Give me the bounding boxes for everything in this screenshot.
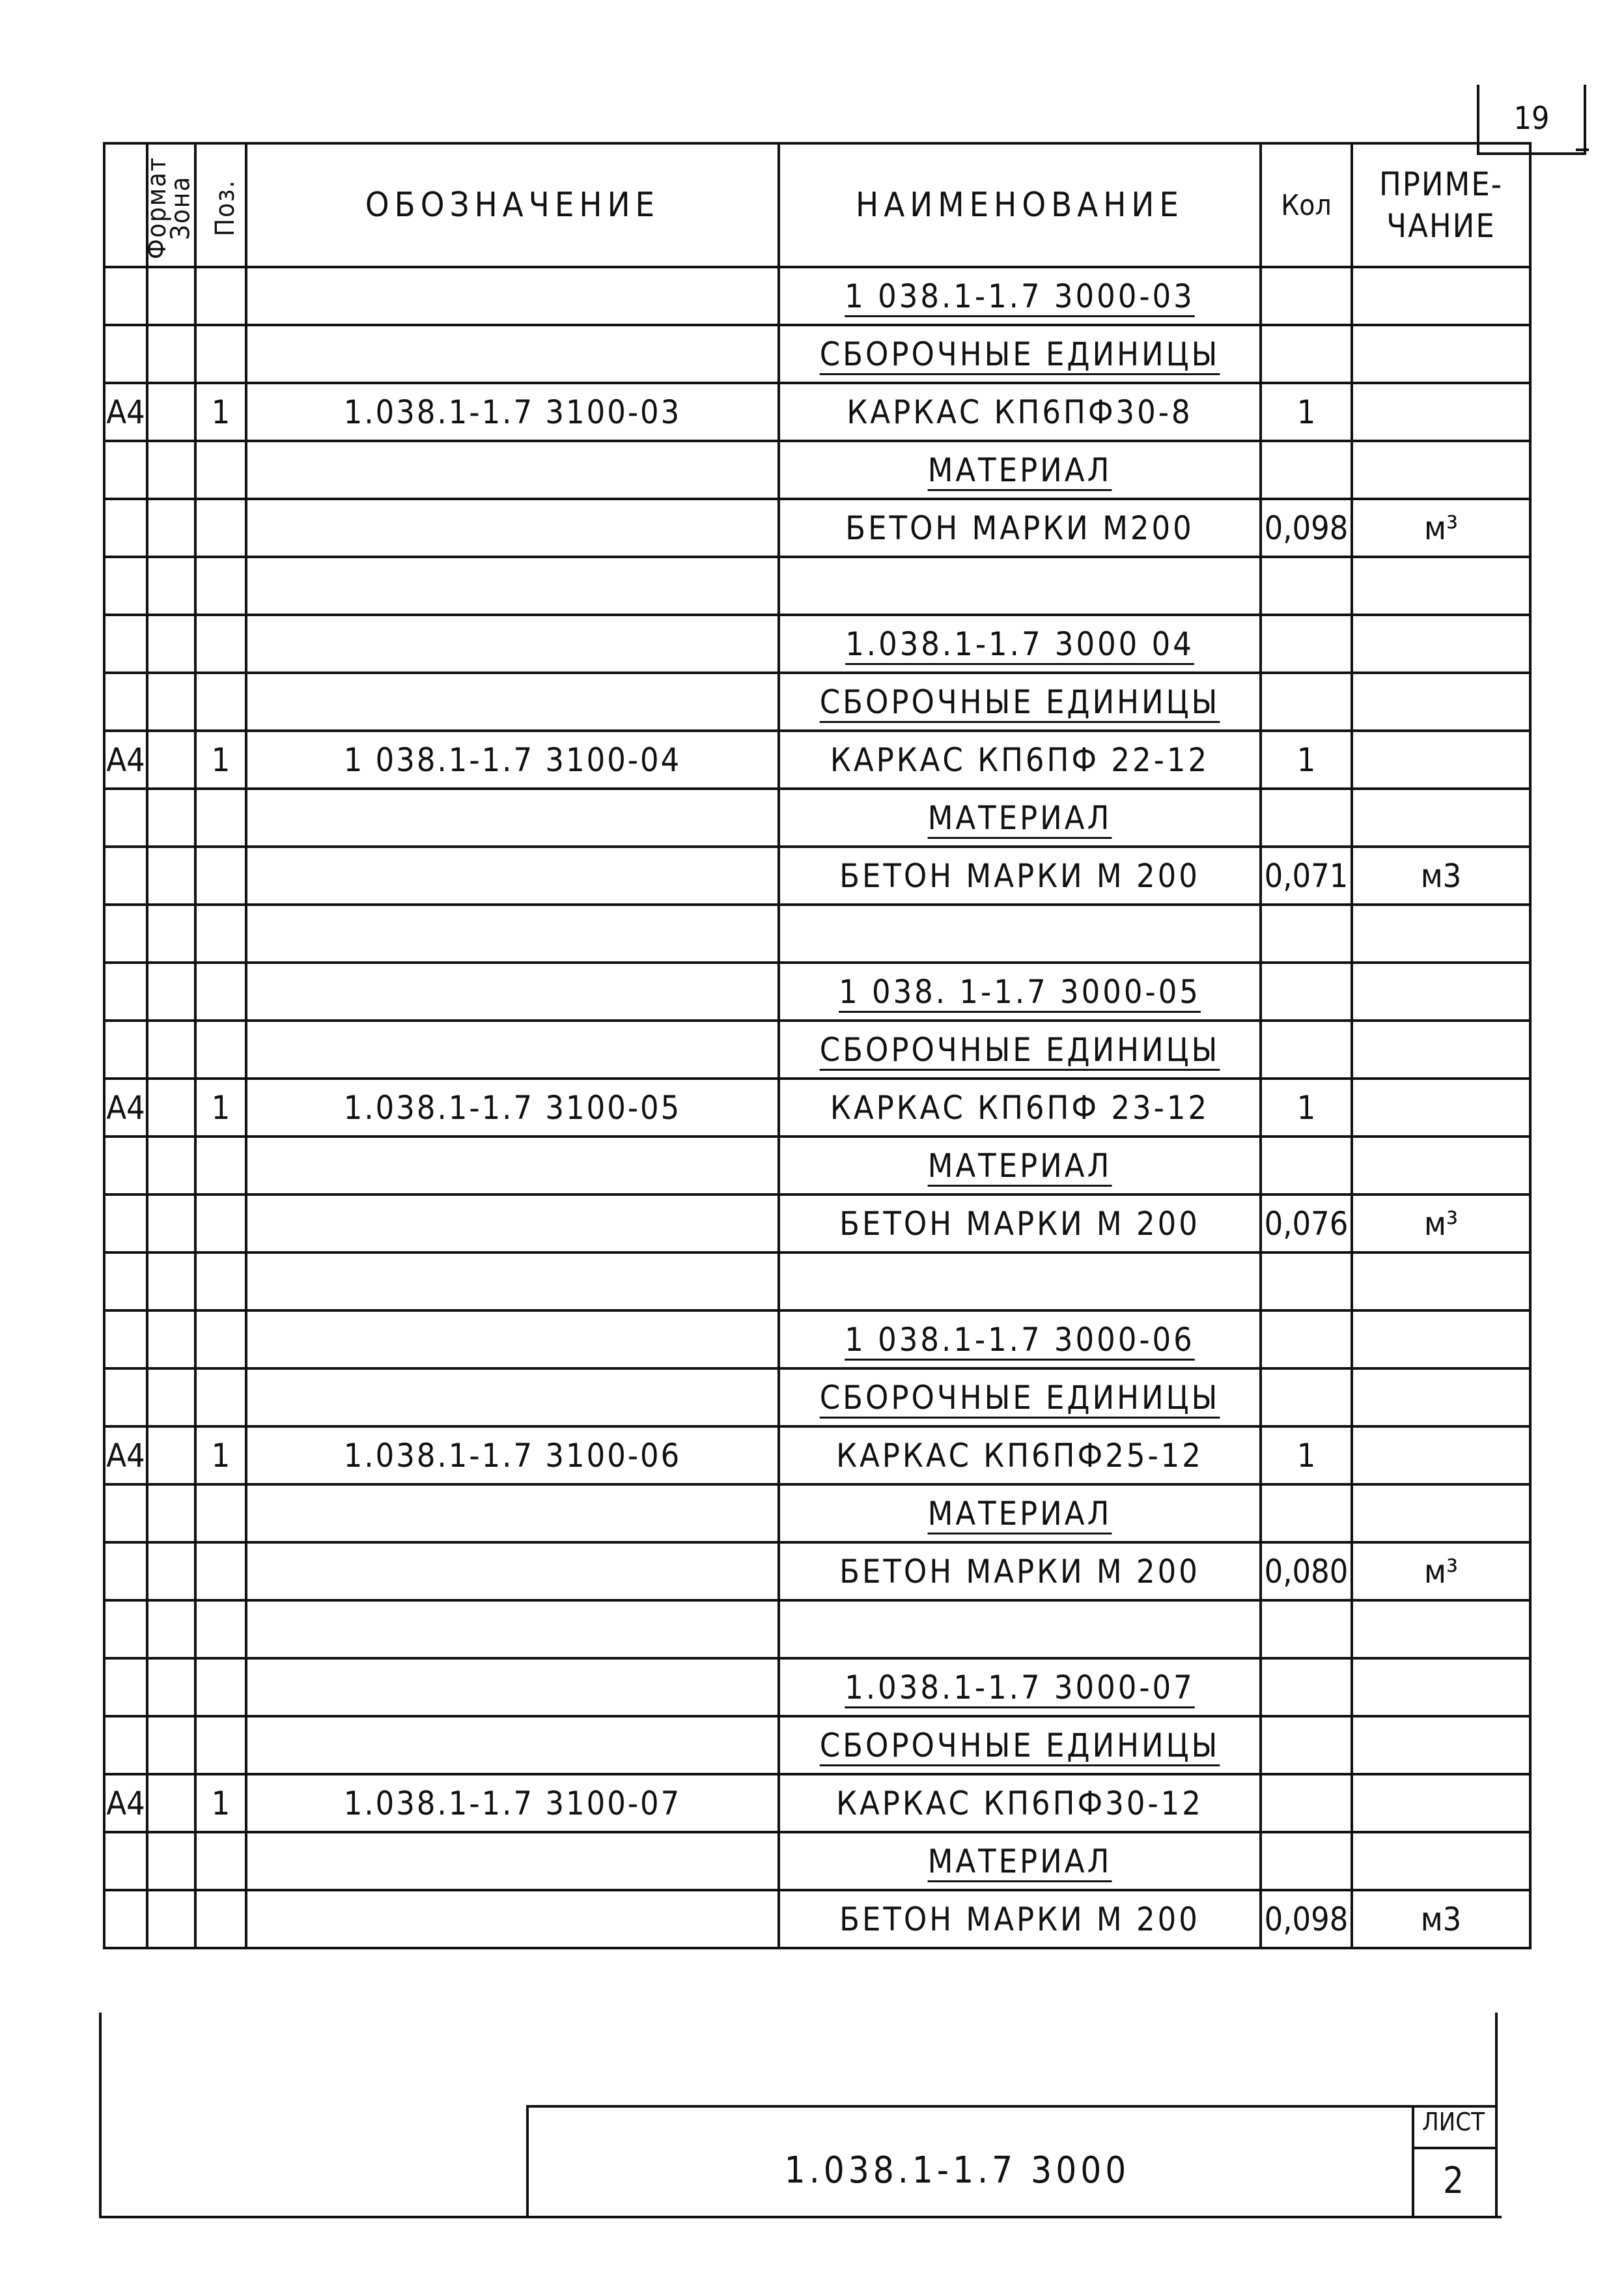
cell-qty — [1261, 905, 1352, 963]
table-row — [104, 1832, 1530, 1890]
cell-note — [1352, 673, 1530, 731]
cell-zone — [147, 499, 195, 557]
cell-qty — [1261, 789, 1352, 847]
cell-zone — [147, 1368, 195, 1426]
cell-name: БЕТОН МАРКИ М 200 — [779, 1890, 1261, 1948]
cell-name — [779, 1832, 1261, 1890]
cell-pos — [195, 1600, 246, 1658]
header-qty: Кол — [1261, 143, 1352, 267]
cell-format — [104, 1832, 147, 1890]
cell-pos — [195, 1137, 246, 1194]
sheet-number: 2 — [1442, 2160, 1464, 2202]
cell-name: КАРКАС КП6ПФ30-8 — [779, 383, 1261, 441]
cell-name — [779, 615, 1261, 673]
cell-zone — [147, 1484, 195, 1542]
cell-format — [104, 499, 147, 557]
cell-zone — [147, 1774, 195, 1832]
cell-note — [1352, 1716, 1530, 1774]
cell-note — [1352, 1832, 1530, 1890]
cell-zone — [147, 1079, 195, 1137]
cell-name — [779, 789, 1261, 847]
cell-format — [104, 557, 147, 615]
cell-note — [1352, 789, 1530, 847]
cell-qty — [1261, 325, 1352, 383]
cell-note — [1352, 383, 1530, 441]
cell-pos — [195, 905, 246, 963]
cell-qty: 1 — [1261, 383, 1352, 441]
underlined-heading: 1 038.1-1.7 3000-03 — [845, 277, 1195, 315]
cell-pos — [195, 1368, 246, 1426]
cell-designation — [246, 615, 779, 673]
cell-format — [104, 789, 147, 847]
cell-name — [779, 1716, 1261, 1774]
cell-pos — [195, 1832, 246, 1890]
cell-pos — [195, 673, 246, 731]
table-row — [104, 847, 1530, 905]
cell-designation — [246, 963, 779, 1021]
cell-name: БЕТОН МАРКИ М 200 — [779, 847, 1261, 905]
underlined-heading: 1.038.1-1.7 3000 04 — [845, 625, 1194, 663]
header-designation: ОБОЗНАЧЕНИЕ — [246, 143, 779, 267]
cell-name: КАРКАС КП6ПФ25-12 — [779, 1426, 1261, 1484]
table-row — [104, 1716, 1530, 1774]
cell-name — [779, 1484, 1261, 1542]
underlined-heading: 1.038.1-1.7 3000-07 — [845, 1668, 1195, 1706]
page-number: 19 — [1477, 85, 1586, 155]
table-header-row — [104, 143, 1530, 267]
cell-zone — [147, 1310, 195, 1368]
cell-note: м³ — [1352, 1194, 1530, 1252]
cell-format — [104, 1600, 147, 1658]
cell-zone — [147, 441, 195, 499]
cell-qty: 1 — [1261, 731, 1352, 789]
header-pos: Поз. — [195, 143, 246, 267]
underlined-heading: СБОРОЧНЫЕ ЕДИНИЦЫ — [819, 335, 1220, 373]
cell-note — [1352, 615, 1530, 673]
table-row — [104, 789, 1530, 847]
cell-format: А4 — [104, 1426, 147, 1484]
cell-designation — [246, 441, 779, 499]
cell-note — [1352, 1137, 1530, 1194]
cell-designation — [246, 499, 779, 557]
header-zone: Зона — [147, 143, 195, 267]
cell-pos — [195, 1194, 246, 1252]
cell-note — [1352, 267, 1530, 325]
cell-note — [1352, 1774, 1530, 1832]
underlined-heading: МАТЕРИАЛ — [927, 1842, 1112, 1880]
cell-designation — [246, 1194, 779, 1252]
cell-format — [104, 1368, 147, 1426]
cell-format — [104, 1021, 147, 1079]
cell-format — [104, 1484, 147, 1542]
cell-qty: 1 — [1261, 1426, 1352, 1484]
cell-pos — [195, 1252, 246, 1310]
cell-pos — [195, 1542, 246, 1600]
cell-name — [779, 1658, 1261, 1716]
cell-note — [1352, 1310, 1530, 1368]
cell-note — [1352, 1426, 1530, 1484]
cell-pos: 1 — [195, 1426, 246, 1484]
cell-qty — [1261, 1774, 1352, 1832]
cell-name — [779, 905, 1261, 963]
cell-designation: 1.038.1-1.7 3100-05 — [246, 1079, 779, 1137]
cell-note — [1352, 1368, 1530, 1426]
cell-qty — [1261, 1832, 1352, 1890]
cell-designation — [246, 905, 779, 963]
cell-designation: 1.038.1-1.7 3100-03 — [246, 383, 779, 441]
cell-pos — [195, 1716, 246, 1774]
cell-format — [104, 1716, 147, 1774]
table-row — [104, 1079, 1530, 1137]
cell-format — [104, 325, 147, 383]
cell-zone — [147, 1716, 195, 1774]
cell-zone — [147, 1542, 195, 1600]
underlined-heading: СБОРОЧНЫЕ ЕДИНИЦЫ — [819, 1030, 1220, 1069]
cell-zone — [147, 731, 195, 789]
cell-zone — [147, 1194, 195, 1252]
cell-designation — [246, 673, 779, 731]
cell-qty — [1261, 1484, 1352, 1542]
cell-pos — [195, 847, 246, 905]
cell-name: КАРКАС КП6ПФ 23-12 — [779, 1079, 1261, 1137]
cell-zone — [147, 673, 195, 731]
cell-format — [104, 1252, 147, 1310]
cell-note — [1352, 1021, 1530, 1079]
cell-designation — [246, 1542, 779, 1600]
cell-note: м3 — [1352, 847, 1530, 905]
underlined-heading: МАТЕРИАЛ — [927, 799, 1112, 837]
cell-qty — [1261, 1137, 1352, 1194]
cell-qty — [1261, 1368, 1352, 1426]
cell-zone — [147, 963, 195, 1021]
underlined-heading: МАТЕРИАЛ — [927, 1146, 1112, 1185]
cell-qty: 1 — [1261, 1079, 1352, 1137]
cell-name: БЕТОН МАРКИ М 200 — [779, 1542, 1261, 1600]
cell-designation — [246, 1368, 779, 1426]
cell-qty: 0,076 — [1261, 1194, 1352, 1252]
cell-qty — [1261, 1716, 1352, 1774]
cell-designation — [246, 1600, 779, 1658]
cell-qty — [1261, 1252, 1352, 1310]
cell-zone — [147, 847, 195, 905]
cell-designation — [246, 325, 779, 383]
cell-format — [104, 615, 147, 673]
cell-name — [779, 1310, 1261, 1368]
table-row — [104, 267, 1530, 325]
cell-pos — [195, 963, 246, 1021]
cell-pos: 1 — [195, 1079, 246, 1137]
cell-designation — [246, 1890, 779, 1948]
cell-name — [779, 1252, 1261, 1310]
cell-designation — [246, 1310, 779, 1368]
cell-pos — [195, 441, 246, 499]
cell-pos — [195, 325, 246, 383]
document-code: 1.038.1-1.7 3000 — [784, 2149, 1130, 2192]
cell-designation — [246, 789, 779, 847]
table-row — [104, 325, 1530, 383]
cell-zone — [147, 267, 195, 325]
cell-format — [104, 267, 147, 325]
table-row — [104, 905, 1530, 963]
cell-zone — [147, 1600, 195, 1658]
cell-name — [779, 1137, 1261, 1194]
cell-name — [779, 1368, 1261, 1426]
table-row — [104, 963, 1530, 1021]
cell-pos: 1 — [195, 1774, 246, 1832]
cell-note — [1352, 1484, 1530, 1542]
cell-note — [1352, 731, 1530, 789]
header-name: НАИМЕНОВАНИЕ — [779, 143, 1261, 267]
cell-designation — [246, 1716, 779, 1774]
cell-pos: 1 — [195, 731, 246, 789]
cell-pos — [195, 499, 246, 557]
table-row — [104, 1658, 1530, 1716]
table-row — [104, 1137, 1530, 1194]
cell-note — [1352, 1600, 1530, 1658]
table-row — [104, 499, 1530, 557]
cell-format: А4 — [104, 1079, 147, 1137]
cell-qty — [1261, 1600, 1352, 1658]
cell-zone — [147, 1021, 195, 1079]
cell-zone — [147, 1137, 195, 1194]
cell-format — [104, 673, 147, 731]
table-row — [104, 1368, 1530, 1426]
cell-qty — [1261, 441, 1352, 499]
cell-zone — [147, 325, 195, 383]
table-row — [104, 1774, 1530, 1832]
cell-designation — [246, 267, 779, 325]
underlined-heading: МАТЕРИАЛ — [927, 1494, 1112, 1533]
cell-note — [1352, 905, 1530, 963]
cell-pos — [195, 1310, 246, 1368]
table-row — [104, 1426, 1530, 1484]
underlined-heading: 1 038. 1-1.7 3000-05 — [839, 972, 1201, 1011]
cell-designation — [246, 1252, 779, 1310]
table-row — [104, 1484, 1530, 1542]
table-row — [104, 1252, 1530, 1310]
table-body — [104, 267, 1530, 1948]
table-row — [104, 615, 1530, 673]
cell-designation — [246, 557, 779, 615]
cell-name — [779, 1600, 1261, 1658]
cell-qty — [1261, 267, 1352, 325]
underlined-heading: СБОРОЧНЫЕ ЕДИНИЦЫ — [819, 1378, 1220, 1417]
cell-pos — [195, 557, 246, 615]
cell-name: БЕТОН МАРКИ М200 — [779, 499, 1261, 557]
cell-pos — [195, 267, 246, 325]
header-note: ПРИМЕ- ЧАНИЕ — [1352, 143, 1530, 267]
table-row — [104, 731, 1530, 789]
cell-note: м³ — [1352, 1542, 1530, 1600]
cell-note — [1352, 441, 1530, 499]
underlined-heading: СБОРОЧНЫЕ ЕДИНИЦЫ — [819, 1726, 1220, 1764]
cell-note — [1352, 325, 1530, 383]
cell-qty — [1261, 1021, 1352, 1079]
cell-name — [779, 557, 1261, 615]
table-row — [104, 383, 1530, 441]
underlined-heading: МАТЕРИАЛ — [927, 451, 1112, 489]
sheet-label: ЛИСТ — [1412, 2108, 1495, 2149]
table-row — [104, 1542, 1530, 1600]
cell-name: КАРКАС КП6ПФ30-12 — [779, 1774, 1261, 1832]
cell-qty — [1261, 557, 1352, 615]
table-row — [104, 1194, 1530, 1252]
cell-qty: 0,071 — [1261, 847, 1352, 905]
cell-zone — [147, 1252, 195, 1310]
cell-qty — [1261, 615, 1352, 673]
cell-note — [1352, 1658, 1530, 1716]
table-row — [104, 1310, 1530, 1368]
cell-name — [779, 963, 1261, 1021]
underlined-heading: 1 038.1-1.7 3000-06 — [845, 1320, 1195, 1359]
cell-name: БЕТОН МАРКИ М 200 — [779, 1194, 1261, 1252]
header-format: Формат — [104, 143, 147, 267]
cell-zone — [147, 789, 195, 847]
cell-name — [779, 673, 1261, 731]
cell-format — [104, 1194, 147, 1252]
cell-format — [104, 1310, 147, 1368]
cell-qty: 0,098 — [1261, 499, 1352, 557]
cell-qty — [1261, 673, 1352, 731]
cell-qty — [1261, 1658, 1352, 1716]
cell-designation — [246, 1137, 779, 1194]
cell-pos — [195, 1484, 246, 1542]
cell-format — [104, 1137, 147, 1194]
table-row — [104, 673, 1530, 731]
cell-pos — [195, 1658, 246, 1716]
cell-designation: 1.038.1-1.7 3100-06 — [246, 1426, 779, 1484]
cell-pos: 1 — [195, 383, 246, 441]
cell-qty — [1261, 963, 1352, 1021]
cell-format — [104, 1890, 147, 1948]
cell-designation — [246, 1658, 779, 1716]
cell-pos — [195, 1021, 246, 1079]
cell-note — [1352, 963, 1530, 1021]
cell-name — [779, 325, 1261, 383]
cell-name — [779, 267, 1261, 325]
cell-zone — [147, 905, 195, 963]
underlined-heading: СБОРОЧНЫЕ ЕДИНИЦЫ — [819, 683, 1220, 721]
table-row — [104, 1890, 1530, 1948]
specification-table — [103, 142, 1532, 1949]
cell-note — [1352, 1079, 1530, 1137]
cell-note — [1352, 1252, 1530, 1310]
table-row — [104, 441, 1530, 499]
cell-format: А4 — [104, 383, 147, 441]
cell-note: м³ — [1352, 499, 1530, 557]
cell-zone — [147, 1890, 195, 1948]
cell-zone — [147, 1426, 195, 1484]
cell-name — [779, 441, 1261, 499]
cell-designation — [246, 1021, 779, 1079]
cell-zone — [147, 1658, 195, 1716]
cell-format — [104, 441, 147, 499]
cell-pos — [195, 615, 246, 673]
cell-format — [104, 1658, 147, 1716]
cell-format — [104, 1542, 147, 1600]
table-row — [104, 1021, 1530, 1079]
cell-designation — [246, 1832, 779, 1890]
cell-qty: 0,080 — [1261, 1542, 1352, 1600]
cell-pos — [195, 789, 246, 847]
table-row — [104, 1600, 1530, 1658]
cell-designation: 1 038.1-1.7 3100-04 — [246, 731, 779, 789]
cell-name: КАРКАС КП6ПФ 22-12 — [779, 731, 1261, 789]
cell-zone — [147, 1832, 195, 1890]
cell-note — [1352, 557, 1530, 615]
cell-zone — [147, 557, 195, 615]
table-row — [104, 557, 1530, 615]
cell-note: м3 — [1352, 1890, 1530, 1948]
cell-zone — [147, 615, 195, 673]
cell-format: А4 — [104, 731, 147, 789]
cell-format: А4 — [104, 1774, 147, 1832]
page-number-tick — [1576, 148, 1589, 151]
cell-name — [779, 1021, 1261, 1079]
cell-designation — [246, 1484, 779, 1542]
cell-designation — [246, 847, 779, 905]
cell-zone — [147, 383, 195, 441]
cell-format — [104, 847, 147, 905]
cell-pos — [195, 1890, 246, 1948]
cell-designation: 1.038.1-1.7 3100-07 — [246, 1774, 779, 1832]
cell-format — [104, 963, 147, 1021]
cell-format — [104, 905, 147, 963]
cell-qty — [1261, 1310, 1352, 1368]
cell-qty: 0,098 — [1261, 1890, 1352, 1948]
